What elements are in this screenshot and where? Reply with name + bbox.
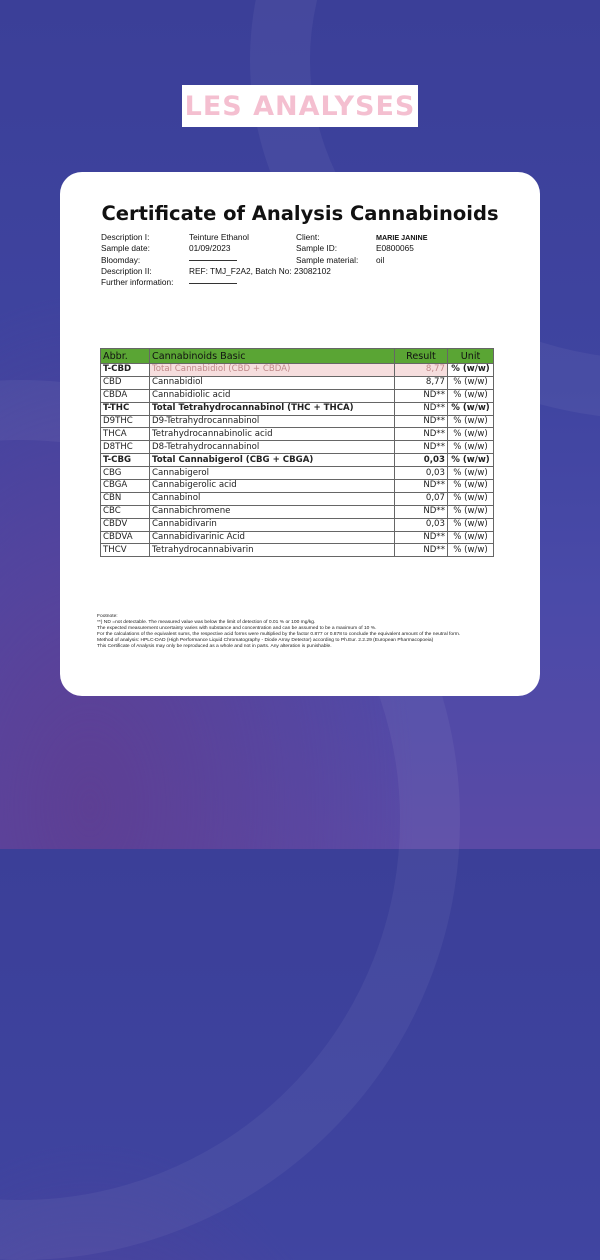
meta-value: E0800065 [376, 243, 414, 254]
unit-cell: % (w/w) [448, 505, 494, 518]
abbr-cell: CBDA [101, 389, 150, 402]
result-cell: 0,03 [395, 467, 448, 480]
name-cell: Cannabidivarin [150, 518, 395, 531]
abbr-cell: CBG [101, 467, 150, 480]
footnote-line: The expected measurement uncertainty varies with substance and concentration and can be assumed to be a maximum of 10 %. [97, 626, 377, 632]
column-header: Cannabinoids Basic [150, 349, 395, 364]
footnote-heading: Footnote: [97, 614, 118, 619]
result-cell: ND** [395, 441, 448, 454]
table-row [101, 389, 494, 402]
abbr-cell: T-CBD [101, 364, 150, 377]
abbr-cell: CBDVA [101, 531, 150, 544]
abbr-cell: T-THC [101, 402, 150, 415]
name-cell: Tetrahydrocannabinolic acid [150, 428, 395, 441]
abbr-cell: THCV [101, 544, 150, 557]
result-cell: ND** [395, 480, 448, 493]
result-cell: 8,77 [395, 376, 448, 389]
result-cell: ND** [395, 505, 448, 518]
result-cell: ND** [395, 428, 448, 441]
result-cell: ND** [395, 544, 448, 557]
abbr-cell: THCA [101, 428, 150, 441]
result-cell: ND** [395, 415, 448, 428]
name-cell: Cannabigerolic acid [150, 480, 395, 493]
footnote-line: Method of analysis: HPLC-DAD (High Performance Liquid Chromatography - Diode Array Detector) according to Ph.Eur. 2.2.29 (European Pharmacopoeia) [97, 638, 434, 644]
abbr-cell: CBDV [101, 518, 150, 531]
table-row [101, 505, 494, 518]
unit-cell: % (w/w) [448, 467, 494, 480]
table-row [101, 544, 494, 557]
meta-label: Bloomday: [101, 254, 141, 265]
abbr-cell: CBN [101, 492, 150, 505]
meta-value: 01/09/2023 [189, 243, 231, 254]
name-cell: Total Tetrahydrocannabinol (THC + THCA) [150, 402, 395, 415]
result-cell: ND** [395, 389, 448, 402]
result-cell: 0,03 [395, 454, 448, 467]
footnote-line: **) ND =not detectable. The measured value was below the limit of detection of 0.01 % or 100 mg/kg. [97, 620, 316, 626]
column-header: Unit [448, 349, 494, 364]
table-row [101, 402, 494, 415]
meta-value-blank [189, 277, 331, 288]
result-cell: ND** [395, 402, 448, 415]
name-cell: Total Cannabidiol (CBD + CBDA) [150, 364, 395, 377]
footnote [97, 614, 517, 651]
unit-cell: % (w/w) [448, 441, 494, 454]
unit-cell: % (w/w) [448, 415, 494, 428]
unit-cell: % (w/w) [448, 518, 494, 531]
meta-values-right [376, 232, 428, 266]
certificate-title: Certificate of Analysis Cannabinoids [101, 202, 499, 225]
table-row [101, 492, 494, 505]
meta-value: REF: TMJ_F2A2, Batch No: 23082102 [189, 265, 331, 276]
result-cell: 0,07 [395, 492, 448, 505]
name-cell: Cannabigerol [150, 467, 395, 480]
name-cell: D8-Tetrahydrocannabinol [150, 441, 395, 454]
unit-cell: % (w/w) [448, 402, 494, 415]
unit-cell: % (w/w) [448, 480, 494, 493]
page-banner [182, 85, 418, 127]
meta-labels-right [296, 232, 358, 266]
name-cell: Cannabidiol [150, 376, 395, 389]
name-cell: Cannabichromene [150, 505, 395, 518]
column-header: Result [395, 349, 448, 364]
meta-label: Sample date: [101, 243, 150, 254]
table-row [101, 441, 494, 454]
abbr-cell: CBD [101, 376, 150, 389]
table-row [101, 415, 494, 428]
table-row [101, 531, 494, 544]
meta-label: Further information: [101, 277, 174, 288]
unit-cell: % (w/w) [448, 531, 494, 544]
name-cell: Total Cannabigerol (CBG + CBGA) [150, 454, 395, 467]
meta-label: Client: [296, 232, 320, 242]
meta-label: Description I: [101, 232, 150, 242]
certificate-card [60, 172, 540, 696]
meta-value: MARIE JANINE [376, 233, 428, 242]
abbr-cell: CBC [101, 505, 150, 518]
banner-title: LES ANALYSES [184, 90, 416, 122]
table-row [101, 428, 494, 441]
unit-cell: % (w/w) [448, 389, 494, 402]
name-cell: D9-Tetrahydrocannabinol [150, 415, 395, 428]
unit-cell: % (w/w) [448, 544, 494, 557]
unit-cell: % (w/w) [448, 454, 494, 467]
result-cell: 8,77 [395, 364, 448, 377]
meta-value: Teinture Ethanol [189, 232, 249, 242]
result-cell: ND** [395, 531, 448, 544]
footnote-line: This Certificate of Analysis may only be reproduced as a whole and not in parts. Any alteration is punishable. [97, 644, 332, 650]
table-row [101, 454, 494, 467]
results-table [100, 348, 494, 557]
unit-cell: % (w/w) [448, 376, 494, 389]
result-cell: 0,03 [395, 518, 448, 531]
column-header: Abbr. [101, 349, 150, 364]
name-cell: Cannabinol [150, 492, 395, 505]
name-cell: Tetrahydrocannabivarin [150, 544, 395, 557]
table-row [101, 376, 494, 389]
table-row [101, 364, 494, 377]
meta-labels-left [101, 232, 173, 288]
abbr-cell: CBGA [101, 480, 150, 493]
table-row [101, 480, 494, 493]
meta-value: oil [376, 254, 385, 265]
meta-label: Description II: [101, 265, 152, 276]
unit-cell: % (w/w) [448, 492, 494, 505]
meta-label: Sample ID: [296, 243, 338, 254]
table-row [101, 467, 494, 480]
footnote-line: For the calculations of the equivalent sums, the respective acid forms were multiplied by the factor 0.877 or 0.878 to conclude the equivalent amount of the neutral form. [97, 632, 461, 638]
unit-cell: % (w/w) [448, 364, 494, 377]
meta-label: Sample material: [296, 254, 359, 265]
name-cell: Cannabidivarinic Acid [150, 531, 395, 544]
abbr-cell: T-CBG [101, 454, 150, 467]
name-cell: Cannabidiolic acid [150, 389, 395, 402]
abbr-cell: D8THC [101, 441, 150, 454]
abbr-cell: D9THC [101, 415, 150, 428]
unit-cell: % (w/w) [448, 428, 494, 441]
table-row [101, 518, 494, 531]
results-body [101, 364, 494, 557]
